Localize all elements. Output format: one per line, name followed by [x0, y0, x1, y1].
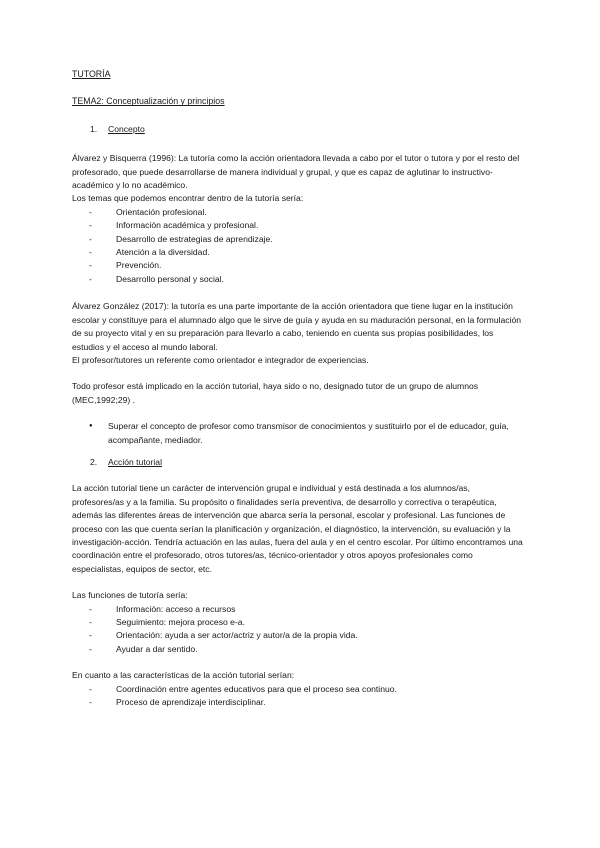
list-item: - Orientación profesional.: [72, 206, 524, 219]
funciones-intro: Las funciones de tutoría sería:: [72, 590, 188, 601]
document-page: [72, 68, 524, 709]
list-item: - Proceso de aprendizaje interdisciplinar.: [72, 696, 524, 709]
list-item: - Coordinación entre agentes educativos para que el proceso sea continuo.: [72, 683, 524, 696]
section-2-number: 2.: [90, 456, 98, 467]
bisquerra-paragraph: Álvarez y Bisquerra (1996): La tutoría como la acción orientadora llevada a cabo por el tutor o tutora y por el resto del profesorado, que puede desarrollarse de manera individual y grupal, y que es capaz de aglutinar lo instructivo- académico y lo no académico.: [72, 153, 520, 191]
temas-list: [72, 206, 524, 286]
section-2-label: Acción tutorial: [108, 456, 162, 467]
profesor-tutores-line: El profesor/tutores un referente como orientador e integrador de experiencias.: [72, 354, 369, 365]
section-1-number: 1.: [90, 123, 98, 134]
gonzalez-paragraph: Álvarez González (2017): la tutoría es una parte importante de la acción orientadora que tiene lugar en la institución escolar y constituye para el alumnado algo que le sirve de guía y ayuda en su maduración personal, en la formulación de su proyecto vital y en su preparación para llevarlo a cabo, teniendo en cuenta sus propias posibilidades, los estudios y el acceso al mundo laboral.: [72, 301, 522, 352]
list-item: - Desarrollo de estrategias de aprendizaje.: [72, 233, 524, 246]
list-item: - Información: acceso a recursos: [72, 603, 524, 616]
list-item: - Atención a la diversidad.: [72, 246, 524, 259]
temas-intro: Los temas que podemos encontrar dentro de la tutoría sería:: [72, 193, 304, 204]
list-item: - Prevención.: [72, 259, 524, 272]
accion-tutorial-paragraph: La acción tutorial tiene un carácter de intervención grupal e individual y está destinada a los alumnos/as, profesores/as y a la familia. Su propósito o finalidades sería preventiva, de desarrollo y correctiva o terapéutica, además las diferentes áreas de intervención que abarca sería la personal, escolar y profesional. Las funciones de proceso con las que cuenta serían la planificación y organización, el diagnóstico, la intervención, su evaluación y la investigación-acción. Tendría actuación en las aulas, fuera del aula y en el centro escolar. Por último encontramos una coordinación entre el profesorado, otros tutores/as, técnico-orientador y otros apoyos profesionales como especialistas, equipos de sector, etc.: [72, 483, 523, 574]
list-item: - Información académica y profesional.: [72, 219, 524, 232]
superar-bullet-list: [72, 420, 524, 447]
list-item: - Seguimiento: mejora proceso e-a.: [72, 616, 524, 629]
caracteristicas-list: [72, 683, 524, 710]
tema-heading: TEMA2: Conceptualización y principios: [72, 96, 225, 107]
list-item: ● Superar el concepto de profesor como transmisor de conocimientos y sustituirlo por el de educador, guía, acompañante, mediador.: [72, 420, 524, 447]
section-1-heading: [72, 123, 524, 136]
document-title: TUTORÍA: [72, 69, 111, 79]
list-item: - Orientación: ayuda a ser actor/actriz y autor/a de la propia vida.: [72, 629, 524, 642]
caracteristicas-intro: En cuanto a las características de la acción tutorial serían:: [72, 670, 295, 681]
list-item: - Desarrollo personal y social.: [72, 273, 524, 286]
funciones-list: [72, 603, 524, 657]
list-item: - Ayudar a dar sentido.: [72, 643, 524, 656]
todo-profesor-paragraph: Todo profesor está implicado en la acción tutorial, haya sido o no, designado tutor de un grupo de alumnos (MEC,1992;29) .: [72, 381, 479, 405]
section-1-label: Concepto: [108, 123, 145, 134]
section-2-heading: [72, 456, 524, 469]
